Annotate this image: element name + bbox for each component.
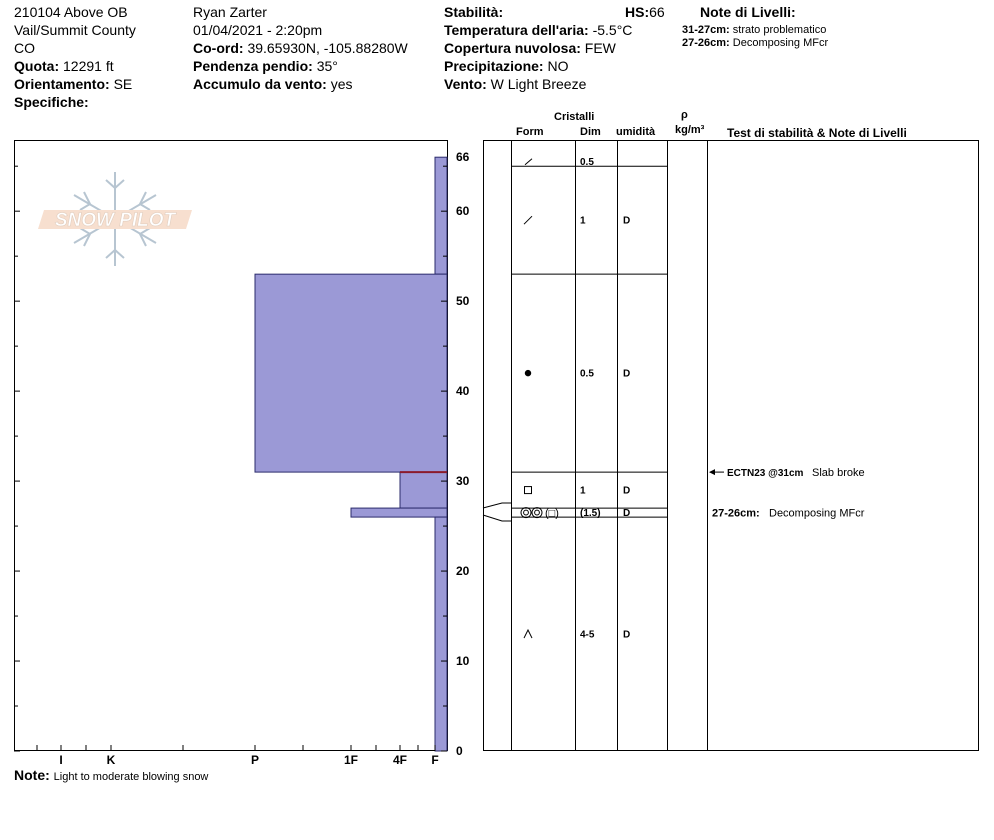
wind-label: Vento: bbox=[444, 76, 487, 92]
layer-row bbox=[511, 166, 667, 226]
stability-label: Stabilità: bbox=[444, 4, 504, 20]
site-location: Vail/Summit County bbox=[14, 22, 136, 38]
hs-value: 66 bbox=[649, 4, 665, 20]
depth-hoar-icon bbox=[524, 630, 532, 638]
wind-load-value: yes bbox=[330, 76, 353, 92]
x-tick-label: 1F bbox=[343, 753, 359, 767]
header-dim: Dim bbox=[580, 126, 601, 138]
layer-note-1-range: 31-27cm: bbox=[682, 24, 730, 36]
coord-value: 39.65930N, -105.88280W bbox=[247, 40, 408, 56]
melt-freeze-crust-icon bbox=[524, 510, 529, 515]
header-stability-notes: Test di stabilità & Note di Livelli bbox=[727, 126, 907, 140]
precip-value: NO bbox=[547, 58, 569, 74]
slope-value: 35° bbox=[316, 58, 338, 74]
coord-label: Co-ord: bbox=[193, 40, 244, 56]
hardness-bar bbox=[351, 508, 447, 517]
stability-test-label: ECTN23 @31cm bbox=[727, 468, 804, 480]
layer-note-1-text: strato problematico bbox=[732, 24, 827, 36]
hardness-bar bbox=[400, 472, 447, 508]
layer-row bbox=[511, 517, 667, 640]
aspect-value: SE bbox=[113, 76, 133, 92]
crystal-table bbox=[483, 140, 979, 751]
melt-freeze-crust-icon bbox=[521, 508, 531, 518]
x-axis bbox=[37, 745, 439, 767]
precipitation-particle-icon bbox=[525, 159, 532, 165]
layer-dim: 0.5 bbox=[580, 157, 594, 169]
hs-label: HS: bbox=[625, 4, 650, 20]
melt-freeze-crust-icon bbox=[535, 510, 540, 515]
rounded-grain-icon bbox=[525, 370, 531, 376]
hardness-bars bbox=[255, 157, 447, 751]
air-temp-label: Temperatura dell'aria: bbox=[444, 22, 589, 38]
y-tick-label: 20 bbox=[456, 564, 470, 579]
layer-dim: 0.5 bbox=[580, 368, 594, 380]
melt-freeze-crust-icon bbox=[532, 508, 542, 518]
layer-row bbox=[511, 274, 667, 379]
x-tick-label: 4F bbox=[392, 753, 408, 767]
faceted-crystal-icon bbox=[525, 487, 532, 494]
y-tick-label: 50 bbox=[456, 294, 470, 309]
melt-freeze-crust-icon: (□) bbox=[545, 507, 559, 520]
decomposing-fragment-icon bbox=[524, 216, 532, 224]
layer-wetness: D bbox=[623, 485, 631, 497]
header-form: Form bbox=[516, 126, 544, 138]
y-tick-label: 10 bbox=[456, 654, 470, 669]
layer-note-text: Decomposing MFcr bbox=[769, 507, 865, 520]
melt-freeze-crust-icon bbox=[521, 508, 559, 520]
layer-wetness: D bbox=[623, 368, 631, 380]
note-pointer-arrow bbox=[709, 469, 715, 475]
table-frame bbox=[484, 141, 979, 751]
elevation-label: Quota: bbox=[14, 58, 60, 74]
layer-wetness: D bbox=[623, 215, 631, 227]
observation-datetime: 01/04/2021 - 2:20pm bbox=[193, 22, 323, 38]
header-cristalli: Cristalli bbox=[554, 111, 595, 123]
hardness-bar bbox=[435, 517, 447, 751]
stability-test-text: Slab broke bbox=[812, 467, 865, 480]
layer-row bbox=[511, 472, 667, 496]
layer-connector bbox=[483, 503, 511, 508]
layer-dim: 4-5 bbox=[580, 629, 595, 641]
observer-name: Ryan Zarter bbox=[193, 4, 267, 20]
air-temp-value: -5.5°C bbox=[592, 22, 633, 38]
wind-load-label: Accumulo da vento: bbox=[193, 76, 327, 92]
footer-note bbox=[14, 767, 208, 784]
layer-dim: (1.5) bbox=[580, 508, 601, 520]
note-label: Note: bbox=[14, 767, 50, 783]
y-tick-label: 60 bbox=[456, 204, 470, 219]
precip-label: Precipitazione: bbox=[444, 58, 544, 74]
y-tick-label: 0 bbox=[456, 744, 463, 758]
x-tick-label: K bbox=[106, 753, 116, 767]
layer-notes-title: Note di Livelli: bbox=[700, 4, 796, 20]
wind-value: W Light Breeze bbox=[490, 76, 587, 92]
hardness-bar bbox=[255, 274, 447, 472]
x-tick-label: F bbox=[431, 753, 439, 767]
note-text: Light to moderate blowing snow bbox=[53, 771, 209, 783]
layer-note-2-range: 27-26cm: bbox=[682, 37, 730, 49]
logo-text: SNOW PILOT bbox=[54, 210, 176, 231]
stability-notes bbox=[709, 467, 865, 519]
cloud-value: FEW bbox=[584, 40, 616, 56]
header-density-unit: kg/m³ bbox=[675, 124, 705, 136]
elevation-value: 12291 ft bbox=[63, 58, 114, 74]
aspect-label: Orientamento: bbox=[14, 76, 110, 92]
header-umidita: umidità bbox=[616, 126, 656, 138]
x-tick-label: P bbox=[250, 753, 260, 767]
header-rho: ρ bbox=[681, 109, 688, 121]
layer-connector bbox=[483, 515, 511, 521]
snowpilot-logo bbox=[38, 172, 192, 266]
layer-dim: 1 bbox=[580, 215, 586, 227]
y-tick-label: 40 bbox=[456, 384, 470, 399]
site-name: 210104 Above OB bbox=[14, 4, 128, 20]
y-tick-label: 66 bbox=[456, 150, 470, 165]
layer-row bbox=[511, 508, 667, 520]
layer-wetness: D bbox=[623, 508, 631, 520]
slope-label: Pendenza pendio: bbox=[193, 58, 313, 74]
layer-note-label: 27-26cm: bbox=[712, 507, 760, 520]
y-tick-label: 30 bbox=[456, 474, 470, 489]
x-tick-label: I bbox=[59, 753, 63, 767]
layer-wetness: D bbox=[623, 629, 631, 641]
layer-dim: 1 bbox=[580, 485, 586, 497]
site-state: CO bbox=[14, 40, 35, 56]
specifics-label: Specifiche: bbox=[14, 94, 89, 110]
cloud-label: Copertura nuvolosa: bbox=[444, 40, 581, 56]
layer-note-2-text: Decomposing MFcr bbox=[732, 37, 829, 49]
